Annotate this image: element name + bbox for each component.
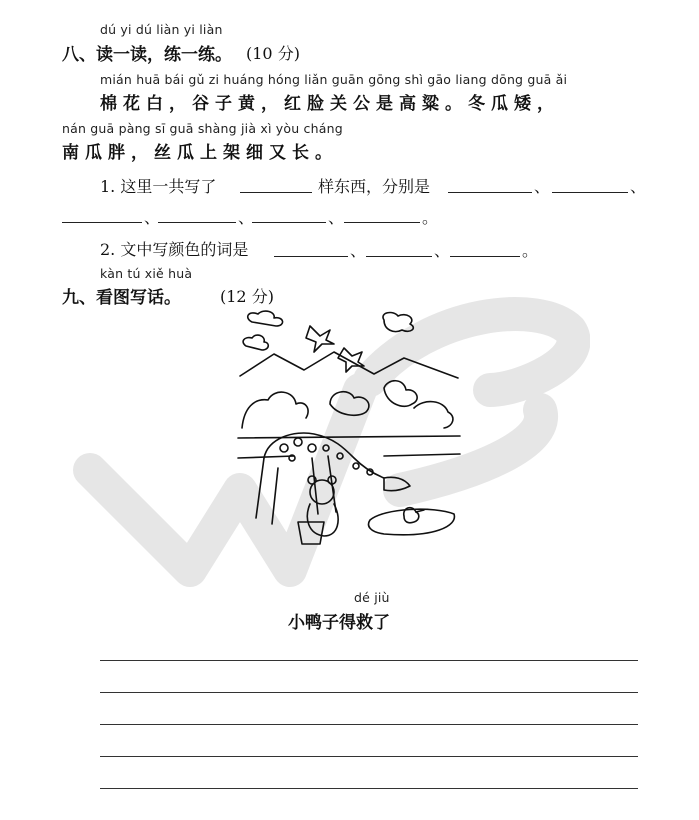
q2-sep: 、 xyxy=(350,241,367,260)
q2-sep: 、 xyxy=(434,241,451,260)
writing-line[interactable] xyxy=(100,724,638,725)
q2-color-blank[interactable] xyxy=(366,256,432,257)
writing-line[interactable] xyxy=(100,660,638,661)
q1-sep: 、 xyxy=(630,177,647,196)
story-title: 小鸭子得救了 xyxy=(288,613,390,633)
q2-color-blank[interactable] xyxy=(274,256,348,257)
section9-title: 九、看图写话。 xyxy=(62,288,181,308)
line1-pinyin: mián huā bái gǔ zi huáng hóng liǎn guān gōng shì gāo liang dōng guā ǎi xyxy=(100,72,568,87)
writing-line[interactable] xyxy=(100,692,638,693)
q1-item-blank[interactable] xyxy=(62,222,142,223)
section8-title-pinyin: dú yi dú liàn yi liàn xyxy=(100,22,223,37)
line1-text: 棉花白，谷子黄，红脸关公是高粱。冬瓜矮， xyxy=(100,94,560,114)
q1-count-blank[interactable] xyxy=(240,192,312,193)
q1-item-blank[interactable] xyxy=(344,222,420,223)
writing-line[interactable] xyxy=(100,756,638,757)
q2-prefix: 2. 文中写颜色的词是 xyxy=(100,240,249,259)
line2-pinyin: nán guā pàng sī guā shàng jià xì yòu cháng xyxy=(62,121,343,136)
q1-sep: 、 xyxy=(328,208,345,227)
q1-end: 。 xyxy=(422,208,439,227)
giraffe-duck-illustration xyxy=(234,308,464,548)
q2-color-blank[interactable] xyxy=(450,256,520,257)
q1-item-blank[interactable] xyxy=(552,192,628,193)
section8-title: 八、读一读，练一练。 xyxy=(62,45,232,65)
q1-sep: 、 xyxy=(534,177,551,196)
line2-text: 南瓜胖，丝瓜上架细又长。 xyxy=(62,143,338,163)
q1-item-blank[interactable] xyxy=(252,222,326,223)
q1-item-blank[interactable] xyxy=(158,222,236,223)
writing-line[interactable] xyxy=(100,788,638,789)
section9-score: (12 分) xyxy=(220,287,274,306)
section8-score: (10 分) xyxy=(246,44,300,63)
story-title-pinyin: dé jiù xyxy=(354,590,390,605)
q1-sep: 、 xyxy=(238,208,255,227)
q1-prefix: 1. 这里一共写了 xyxy=(100,177,217,196)
q1-item-blank[interactable] xyxy=(448,192,532,193)
q1-sep: 、 xyxy=(144,208,161,227)
section9-title-pinyin: kàn tú xiě huà xyxy=(100,266,193,281)
q1-mid: 样东西，分别是 xyxy=(318,177,431,196)
q2-end: 。 xyxy=(522,241,539,260)
